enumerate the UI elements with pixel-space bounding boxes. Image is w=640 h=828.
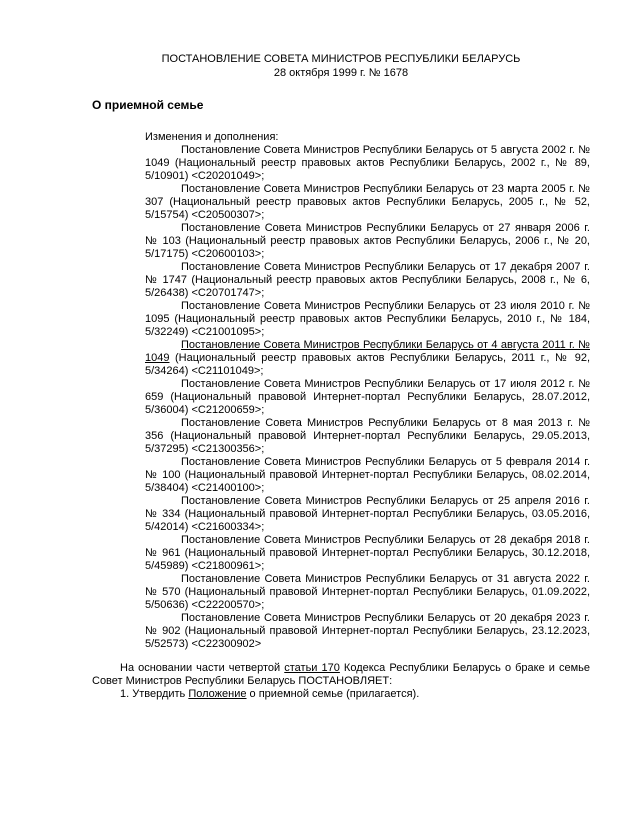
amendment-paragraph [145, 495, 590, 534]
amendment-text: Постановление Совета Министров Республики Беларусь от 17 июля 2012 г. № 659 (Национальный правовой Интернет-портал Республики Беларусь, 28.07.2012, 5/36004) <C21200659>; [145, 378, 590, 416]
amendment-text: Постановление Совета Министров Республики Беларусь от 28 декабря 2018 г. № 961 (Национальный правовой Интернет-портал Республики Беларусь, 30.12.2018, 5/45989) <C21800961>; [145, 534, 590, 572]
amendments-list [145, 144, 590, 651]
amendment-text: Постановление Совета Министров Республики Беларусь от 17 декабря 2007 г. № 1747 (Национальный реестр правовых актов Республики Беларусь, 2008 г., № 6, 5/26438) <C20701747>; [145, 261, 590, 299]
amendment-paragraph [145, 261, 590, 300]
amendment-text: Постановление Совета Министров Республики Беларусь от 23 марта 2005 г. № 307 (Национальный реестр правовых актов Республики Беларусь, 2005 г., № 52, 5/15754) <C20500307>; [145, 183, 590, 221]
resolution-body [92, 662, 590, 701]
item1-text-before: 1. Утвердить [120, 688, 189, 700]
amendment-paragraph [145, 183, 590, 222]
amendment-text: Постановление Совета Министров Республики Беларусь от 23 июля 2010 г. № 1095 (Национальный реестр правовых актов Республики Беларусь, 2010 г., № 184, 5/32249) <C21001095>; [145, 300, 590, 338]
amendment-text: Постановление Совета Министров Республики Беларусь от 27 января 2006 г. № 103 (Национальный реестр правовых актов Республики Беларусь, 2006 г., № 20, 5/17175) <C20600103>; [145, 222, 590, 260]
article-170-link[interactable]: статьи 170 [284, 662, 340, 674]
amendment-text: Постановление Совета Министров Республики Беларусь от 25 апреля 2016 г. № 334 (Национальный правовой Интернет-портал Республики Беларусь, 03.05.2016, 5/42014) <C21600334>; [145, 495, 590, 533]
amendment-text: Постановление Совета Министров Республики Беларусь от 8 мая 2013 г. № 356 (Национальный правовой Интернет-портал Республики Беларусь, 29.05.2013, 5/37295) <C21300356>; [145, 417, 590, 455]
amendment-paragraph [145, 378, 590, 417]
amendment-text: Постановление Совета Министров Республики Беларусь от 20 декабря 2023 г. № 902 (Национальный правовой Интернет-портал Республики Беларусь, 23.12.2023, 5/52573) <C22300902> [145, 612, 590, 650]
resolution-basis-paragraph [92, 662, 590, 688]
amendment-paragraph [145, 300, 590, 339]
resolution-item-1-paragraph [92, 688, 590, 701]
document-date-number: 28 октября 1999 г. № 1678 [273, 67, 409, 79]
amendment-paragraph [145, 417, 590, 456]
amendment-paragraph [145, 612, 590, 651]
amendment-paragraph [145, 222, 590, 261]
basis-text-after: Кодекса Республики Беларусь о браке и семье Совет Министров Республики Беларусь ПОСТАНОВЛЯЕТ: [92, 662, 590, 687]
polozhenie-link[interactable]: Положение [188, 688, 247, 700]
amendment-paragraph [145, 573, 590, 612]
document-title-block [92, 52, 590, 80]
amendment-link[interactable]: Постановление Совета Министров Республики Беларусь от 4 августа 2011 г. № 1049 [145, 339, 590, 364]
amendment-text: Постановление Совета Министров Республики Беларусь от 5 февраля 2014 г. № 100 (Национальный правовой Интернет-портал Республики Беларусь, 08.02.2014, 5/38404) <C21400100>; [145, 456, 590, 494]
amendment-paragraph [145, 534, 590, 573]
basis-text-before: На основании части четвертой [120, 662, 285, 674]
amendment-text: Постановление Совета Министров Республики Беларусь от 31 августа 2022 г. № 570 (Национальный правовой Интернет-портал Республики Беларусь, 01.09.2022, 5/50636) <C22200570>; [145, 573, 590, 611]
amendments-label: Изменения и дополнения: [145, 131, 279, 143]
amendment-paragraph [145, 339, 590, 378]
amendment-text: Постановление Совета Министров Республики Беларусь от 5 августа 2002 г. № 1049 (Национальный реестр правовых актов Республики Беларусь, 2002 г., № 89, 5/10901) <C20201049>; [145, 144, 590, 182]
amendment-paragraph [145, 456, 590, 495]
item1-text-after: о приемной семье (прилагается). [246, 688, 420, 700]
amendments-section [145, 131, 590, 651]
amendment-text: (Национальный реестр правовых актов Республики Беларусь, 2011 г., № 92, 5/34264) <C21101049>; [145, 352, 590, 377]
amendment-paragraph [145, 144, 590, 183]
document-subject-heading: О приемной семье [92, 98, 204, 112]
document-title: ПОСТАНОВЛЕНИЕ СОВЕТА МИНИСТРОВ РЕСПУБЛИКИ БЕЛАРУСЬ [161, 53, 521, 65]
